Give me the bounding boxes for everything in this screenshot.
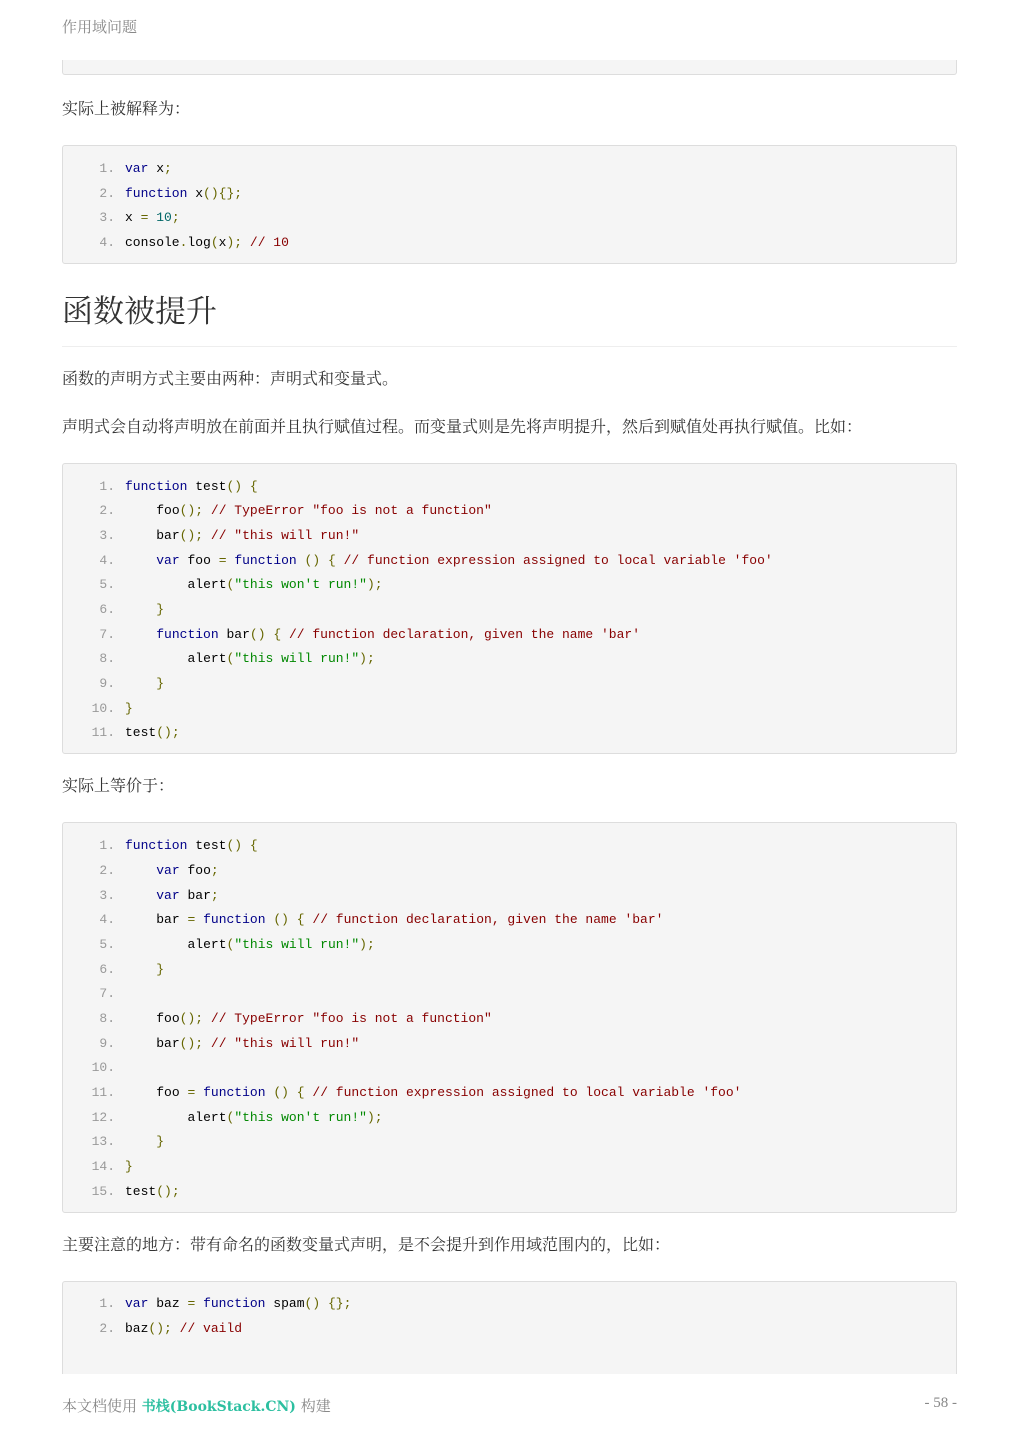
line-number: 10. [91, 1060, 115, 1076]
code-block-4 [62, 1281, 957, 1374]
code-text: } [156, 602, 165, 618]
code-text: test(); [125, 1183, 180, 1199]
code-text: var baz = function spam() {}; [125, 1296, 352, 1312]
code-line [63, 498, 956, 523]
code-line [63, 597, 956, 622]
line-number: 4. [99, 912, 115, 928]
code-line [63, 1031, 956, 1056]
code-text: alert("this will run!"); [187, 651, 375, 667]
line-number: 4. [99, 234, 115, 250]
code-text: bar = function () { // function declaration, given the name 'bar' [156, 912, 664, 928]
code-line [63, 548, 956, 573]
section-heading: 函数被提升 [62, 288, 957, 347]
line-number: 3. [99, 210, 115, 226]
code-line [63, 181, 956, 206]
line-number: 12. [91, 1109, 115, 1125]
code-block-3 [62, 822, 957, 1212]
code-line [63, 981, 956, 1006]
code-line [63, 833, 956, 858]
code-text: function x(){}; [125, 185, 243, 201]
code-line [63, 156, 956, 181]
line-number: 10. [91, 700, 115, 716]
code-line [63, 1292, 956, 1317]
paragraph-named-function-note: 主要注意的地方：带有命名的函数变量式声明，是不会提升到作用域范围内的，比如： [62, 1234, 671, 1254]
line-number: 7. [99, 986, 115, 1002]
footer-prefix: 本文档使用 [62, 1397, 142, 1415]
code-line [63, 721, 956, 746]
code-line [63, 696, 956, 721]
code-line [63, 205, 956, 230]
page-header-title: 作用域问题 [62, 18, 138, 36]
code-text: function test() { [125, 478, 258, 494]
line-number: 3. [99, 887, 115, 903]
code-text: } [156, 1134, 165, 1150]
line-number: 5. [99, 577, 115, 593]
footer-suffix: 构建 [295, 1397, 331, 1415]
code-text: var x; [125, 160, 172, 176]
paragraph-equivalent-to: 实际上等价于： [62, 776, 175, 796]
code-line [63, 957, 956, 982]
paragraph-interpreted-as: 实际上被解释为： [62, 99, 191, 118]
line-number: 11. [91, 1085, 115, 1101]
code-text: alert("this will run!"); [187, 936, 375, 952]
code-line [63, 1154, 956, 1179]
line-number: 2. [99, 185, 115, 201]
code-text: baz(); // vaild [125, 1321, 243, 1337]
code-text: bar(); // "this will run!" [156, 1035, 360, 1051]
code-line [63, 474, 956, 499]
code-text: alert("this won't run!"); [187, 577, 383, 593]
code-text: test(); [125, 725, 180, 741]
code-line [63, 858, 956, 883]
code-text: } [125, 1159, 133, 1175]
line-number: 1. [99, 160, 115, 176]
code-text: alert("this won't run!"); [187, 1109, 383, 1125]
line-number: 9. [99, 1035, 115, 1051]
footer-brand-link[interactable]: 书栈(BookStack.CN) [141, 1399, 296, 1415]
page-number: - 58 - [924, 1395, 957, 1411]
code-line [63, 1105, 956, 1130]
code-block-1 [62, 145, 957, 264]
line-number: 7. [99, 626, 115, 642]
code-line [63, 932, 956, 957]
line-number: 6. [99, 602, 115, 618]
code-line [63, 573, 956, 598]
line-number: 4. [99, 552, 115, 568]
code-text: bar(); // "this will run!" [156, 527, 360, 543]
line-number: 1. [99, 1296, 115, 1312]
line-number: 5. [99, 936, 115, 952]
code-line [63, 1006, 956, 1031]
line-number: 13. [91, 1134, 115, 1150]
code-line [63, 907, 956, 932]
line-number: 1. [99, 478, 115, 494]
line-number: 11. [91, 725, 115, 741]
code-line [63, 671, 956, 696]
code-text: foo = function () { // function expression assigned to local variable 'foo' [156, 1085, 742, 1101]
document-content [62, 60, 957, 1374]
paragraph-declaration-types: 函数的声明方式主要由两种：声明式和变量式。 [62, 368, 399, 388]
code-text: x = 10; [125, 210, 180, 226]
code-line [63, 883, 956, 908]
code-line [63, 1316, 956, 1341]
code-line [63, 230, 956, 255]
code-text: var foo; [156, 862, 219, 878]
line-number: 2. [99, 1321, 115, 1337]
page-footer [62, 1395, 957, 1416]
code-line [63, 1130, 956, 1155]
line-number: 15. [91, 1183, 115, 1199]
code-text: } [156, 961, 165, 977]
code-text: function bar() { // function declaration, given the name 'bar' [156, 626, 641, 642]
code-line [63, 1080, 956, 1105]
code-text: var foo = function () { // function expression assigned to local variable 'foo' [156, 552, 773, 568]
code-line [63, 523, 956, 548]
line-number: 3. [99, 527, 115, 543]
code-line [63, 1179, 956, 1204]
code-line [63, 1056, 956, 1081]
code-line [63, 647, 956, 672]
code-block-continued [62, 60, 957, 75]
code-text: foo(); // TypeError "foo is not a function" [156, 1010, 492, 1026]
line-number: 9. [99, 676, 115, 692]
line-number: 2. [99, 862, 115, 878]
code-block-2 [62, 463, 957, 755]
code-text: } [156, 676, 165, 692]
line-number: 6. [99, 961, 115, 977]
line-number: 1. [99, 838, 115, 854]
code-text: console.log(x); // 10 [125, 234, 289, 250]
line-number: 14. [91, 1159, 115, 1175]
line-number: 2. [99, 503, 115, 519]
code-text: var bar; [156, 887, 219, 903]
code-text: } [125, 700, 133, 716]
code-text: foo(); // TypeError "foo is not a function" [156, 503, 492, 519]
line-number: 8. [99, 1010, 115, 1026]
code-line [63, 622, 956, 647]
paragraph-hoisting-explained: 声明式会自动将声明放在前面并且执行赋值过程。而变量式则是先将声明提升，然后到赋值处再执行赋值。比如： [62, 416, 863, 436]
line-number: 8. [99, 651, 115, 667]
code-text: function test() { [125, 838, 258, 854]
